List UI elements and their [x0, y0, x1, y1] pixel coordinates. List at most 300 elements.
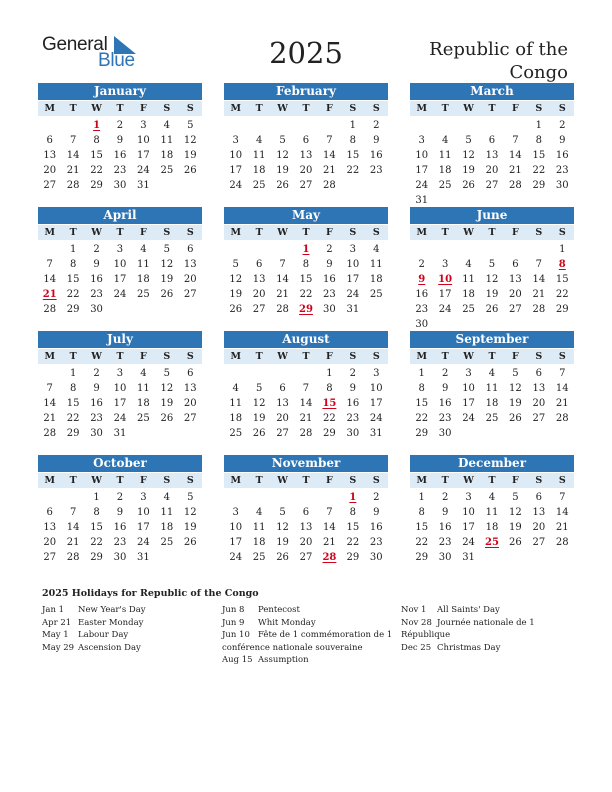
day-cell: 6 [535, 492, 543, 503]
day-cell: 5 [488, 259, 496, 270]
day-cell: 14 [66, 150, 80, 161]
day-cell: 19 [509, 398, 522, 409]
day-cell: 19 [509, 522, 522, 533]
weekday-label: M [230, 351, 241, 362]
weekday-header-row [410, 473, 574, 488]
month-april [38, 207, 202, 317]
weekday-label: F [512, 351, 519, 362]
day-cell: 13 [299, 522, 313, 533]
holiday-day-cell: 10 [438, 274, 453, 285]
weekday-label: T [255, 227, 263, 238]
day-cell: 28 [66, 180, 80, 191]
day-grid [224, 490, 388, 565]
day-cell: 28 [299, 428, 313, 439]
day-cell: 2 [373, 492, 380, 503]
empty-day-cell [294, 366, 317, 381]
day-cell: 12 [229, 274, 243, 285]
weekday-label: F [140, 351, 147, 362]
day-cell: 23 [113, 537, 127, 548]
day-cell: 13 [43, 522, 57, 533]
day-cell: 22 [66, 413, 80, 424]
day-cell: 9 [326, 259, 333, 270]
day-cell: 11 [252, 522, 266, 533]
day-cell: 23 [369, 165, 383, 176]
day-cell: 1 [535, 120, 543, 131]
empty-day-cell [224, 242, 247, 257]
day-grid [410, 490, 574, 565]
day-cell: 23 [323, 289, 336, 300]
day-cell: 12 [485, 274, 499, 285]
empty-day-cell [527, 242, 550, 257]
day-cell: 24 [113, 289, 127, 300]
day-cell: 10 [229, 150, 243, 161]
day-cell: 28 [509, 180, 522, 191]
day-cell: 17 [462, 522, 475, 533]
holiday-date: Jan 1 [42, 605, 65, 615]
month-title: November [224, 455, 388, 472]
day-cell: 3 [418, 135, 425, 146]
weekday-label: T [69, 227, 77, 238]
month-title: February [224, 83, 388, 100]
day-cell: 4 [488, 492, 496, 503]
day-cell: 1 [418, 368, 425, 379]
day-cell: 23 [113, 165, 127, 176]
weekday-label: W [91, 103, 102, 114]
empty-day-cell [224, 366, 247, 381]
day-cell: 26 [183, 165, 197, 176]
weekday-label: W [277, 227, 288, 238]
weekday-label: M [416, 351, 427, 362]
empty-day-cell [433, 118, 456, 133]
day-cell: 11 [485, 507, 499, 518]
day-cell: 13 [183, 383, 197, 394]
day-cell: 17 [369, 398, 383, 409]
day-grid [38, 490, 202, 565]
day-cell: 27 [532, 413, 546, 424]
weekday-label: F [326, 351, 333, 362]
day-cell: 22 [299, 289, 313, 300]
day-cell: 14 [555, 507, 569, 518]
day-cell: 3 [373, 368, 380, 379]
day-cell: 15 [415, 398, 429, 409]
day-cell: 31 [462, 552, 475, 563]
day-cell: 16 [346, 398, 360, 409]
weekday-label: S [372, 475, 380, 486]
empty-day-cell [38, 118, 61, 133]
day-cell: 22 [555, 289, 569, 300]
day-cell: 11 [485, 383, 499, 394]
weekday-label: T [441, 227, 449, 238]
day-cell: 29 [415, 428, 429, 439]
day-cell: 29 [66, 304, 80, 315]
day-cell: 3 [465, 492, 472, 503]
day-cell: 2 [116, 492, 124, 503]
day-cell: 12 [509, 507, 522, 518]
weekday-label: S [186, 103, 194, 114]
weekday-label: S [535, 475, 543, 486]
weekday-header-row [224, 225, 388, 240]
day-cell: 10 [229, 522, 243, 533]
day-cell: 31 [415, 195, 429, 206]
day-cell: 11 [229, 398, 243, 409]
day-cell: 31 [113, 428, 127, 439]
day-cell: 5 [465, 135, 472, 146]
day-cell: 27 [509, 304, 522, 315]
month-title: April [38, 207, 202, 224]
month-may [224, 207, 388, 317]
day-cell: 27 [299, 552, 313, 563]
day-cell: 9 [93, 383, 100, 394]
day-cell: 26 [462, 180, 475, 191]
day-cell: 29 [323, 428, 336, 439]
day-cell: 25 [462, 304, 475, 315]
day-cell: 16 [323, 274, 336, 285]
day-cell: 27 [43, 552, 57, 563]
day-grid [38, 366, 202, 441]
day-cell: 14 [299, 398, 313, 409]
day-cell: 11 [137, 383, 150, 394]
day-cell: 9 [116, 507, 124, 518]
day-cell: 19 [276, 537, 289, 548]
country-line-1: Republic of the [429, 39, 568, 60]
day-cell: 29 [555, 304, 569, 315]
day-cell: 15 [299, 274, 313, 285]
weekday-label: W [91, 351, 102, 362]
day-grid [410, 242, 574, 332]
weekday-label: T [69, 103, 77, 114]
day-cell: 9 [116, 135, 124, 146]
holiday-date: Nov 28 [401, 617, 432, 628]
day-cell: 24 [229, 552, 243, 563]
empty-day-cell [61, 490, 84, 505]
holiday-name: Journée nationale de 1 République [401, 617, 535, 640]
day-cell: 21 [555, 522, 569, 533]
day-cell: 27 [183, 289, 197, 300]
day-cell: 23 [415, 304, 429, 315]
empty-day-cell [271, 490, 294, 505]
day-cell: 11 [137, 259, 150, 270]
day-cell: 5 [163, 244, 171, 255]
day-cell: 17 [346, 274, 360, 285]
day-cell: 28 [43, 304, 57, 315]
day-cell: 12 [183, 135, 197, 146]
holiday-day-cell: 15 [322, 398, 337, 409]
day-cell: 7 [326, 507, 333, 518]
day-cell: 22 [415, 537, 429, 548]
day-cell: 21 [66, 537, 80, 548]
holiday-item [222, 654, 397, 667]
day-cell: 8 [535, 135, 543, 146]
weekday-header-row [38, 101, 202, 116]
day-cell: 29 [66, 428, 80, 439]
day-cell: 29 [415, 552, 429, 563]
weekday-label: W [277, 103, 288, 114]
day-cell: 6 [279, 383, 286, 394]
day-cell: 21 [555, 398, 569, 409]
day-cell: 5 [279, 507, 286, 518]
day-cell: 12 [462, 150, 475, 161]
logo-text-general: General [42, 34, 108, 55]
day-cell: 8 [349, 135, 357, 146]
day-cell: 21 [323, 537, 336, 548]
day-cell: 26 [509, 537, 522, 548]
holiday-item [401, 642, 576, 655]
day-cell: 20 [252, 289, 266, 300]
holiday-day-cell: 21 [42, 289, 57, 300]
day-cell: 18 [160, 522, 174, 533]
day-cell: 17 [113, 274, 127, 285]
weekday-label: T [255, 103, 263, 114]
day-cell: 3 [116, 368, 124, 379]
day-cell: 26 [229, 304, 243, 315]
weekday-label: S [349, 227, 357, 238]
weekday-label: S [163, 351, 171, 362]
day-cell: 25 [252, 180, 266, 191]
weekday-label: M [230, 103, 241, 114]
day-cell: 19 [183, 150, 197, 161]
weekday-label: T [488, 351, 496, 362]
month-title: June [410, 207, 574, 224]
day-cell: 17 [137, 150, 150, 161]
day-cell: 18 [462, 289, 475, 300]
day-cell: 30 [369, 552, 383, 563]
day-cell: 12 [509, 383, 522, 394]
day-grid [224, 242, 388, 317]
day-cell: 7 [46, 259, 53, 270]
day-cell: 28 [276, 304, 289, 315]
day-grid [224, 366, 388, 441]
day-cell: 3 [232, 507, 239, 518]
day-cell: 27 [485, 180, 499, 191]
empty-day-cell [38, 242, 61, 257]
holiday-item [42, 617, 217, 630]
day-cell: 17 [438, 289, 452, 300]
day-cell: 24 [438, 304, 452, 315]
weekday-label: T [69, 351, 77, 362]
day-cell: 5 [187, 120, 194, 131]
day-cell: 27 [532, 537, 546, 548]
day-cell: 22 [90, 537, 103, 548]
day-cell: 7 [46, 383, 53, 394]
day-cell: 18 [252, 165, 266, 176]
day-grid [224, 118, 388, 193]
weekday-label: T [116, 103, 124, 114]
day-cell: 8 [69, 259, 77, 270]
weekday-label: F [140, 103, 147, 114]
holiday-day-cell: 8 [558, 259, 566, 270]
day-cell: 3 [116, 244, 124, 255]
day-cell: 2 [93, 368, 100, 379]
day-cell: 17 [113, 398, 127, 409]
day-cell: 18 [137, 274, 150, 285]
weekday-label: M [230, 475, 241, 486]
day-cell: 4 [441, 135, 449, 146]
day-cell: 26 [276, 180, 289, 191]
weekday-label: W [463, 103, 474, 114]
empty-day-cell [224, 490, 247, 505]
weekday-label: F [326, 227, 333, 238]
weekday-header-row [410, 225, 574, 240]
empty-day-cell [457, 242, 480, 257]
day-cell: 11 [462, 274, 475, 285]
holiday-name: New Year's Day [78, 605, 146, 615]
day-cell: 28 [532, 304, 546, 315]
day-cell: 6 [535, 368, 543, 379]
holiday-item [42, 629, 217, 642]
country-line-2: Congo [509, 62, 568, 83]
day-cell: 30 [113, 552, 127, 563]
holiday-date: Jun 9 [222, 617, 245, 628]
holiday-date: May 1 [42, 630, 69, 640]
month-august [224, 331, 388, 441]
weekday-label: S [186, 227, 194, 238]
day-cell: 18 [252, 537, 266, 548]
holiday-item [42, 604, 217, 617]
day-cell: 14 [532, 274, 546, 285]
weekday-header-row [224, 349, 388, 364]
day-cell: 10 [113, 383, 127, 394]
day-cell: 22 [323, 413, 336, 424]
month-february [224, 83, 388, 193]
day-cell: 15 [346, 522, 360, 533]
day-cell: 26 [183, 537, 197, 548]
month-december [410, 455, 574, 565]
weekday-label: T [302, 351, 310, 362]
empty-day-cell [247, 490, 270, 505]
month-title: May [224, 207, 388, 224]
day-cell: 13 [299, 150, 313, 161]
day-cell: 25 [137, 289, 150, 300]
day-cell: 14 [43, 398, 57, 409]
holiday-column [401, 604, 576, 654]
day-cell: 7 [69, 507, 77, 518]
day-cell: 22 [415, 413, 429, 424]
day-cell: 3 [140, 492, 147, 503]
holiday-date: Nov 1 [401, 605, 427, 615]
day-cell: 6 [255, 259, 263, 270]
day-cell: 8 [418, 507, 425, 518]
day-cell: 10 [462, 507, 475, 518]
day-cell: 5 [255, 383, 263, 394]
day-cell: 5 [163, 368, 171, 379]
empty-day-cell [504, 242, 527, 257]
day-cell: 4 [255, 135, 263, 146]
weekday-label: S [535, 351, 543, 362]
weekday-label: F [326, 475, 333, 486]
day-cell: 25 [160, 165, 174, 176]
weekday-label: T [488, 103, 496, 114]
day-cell: 24 [113, 413, 127, 424]
day-cell: 25 [369, 289, 383, 300]
day-cell: 14 [276, 274, 289, 285]
day-cell: 5 [512, 492, 519, 503]
day-cell: 8 [93, 507, 100, 518]
day-cell: 9 [93, 259, 100, 270]
weekday-label: T [255, 475, 263, 486]
weekday-label: T [441, 351, 449, 362]
day-cell: 27 [276, 428, 289, 439]
day-cell: 17 [415, 165, 429, 176]
day-cell: 27 [252, 304, 266, 315]
day-cell: 13 [532, 383, 546, 394]
day-cell: 11 [160, 135, 174, 146]
day-cell: 22 [346, 165, 360, 176]
weekday-label: F [512, 227, 519, 238]
weekday-label: T [302, 227, 310, 238]
month-september [410, 331, 574, 441]
day-cell: 8 [326, 383, 333, 394]
day-cell: 13 [252, 274, 266, 285]
day-cell: 21 [532, 289, 546, 300]
day-cell: 19 [462, 165, 475, 176]
day-cell: 30 [90, 428, 103, 439]
day-cell: 5 [279, 135, 286, 146]
weekday-label: T [441, 475, 449, 486]
empty-day-cell [247, 118, 270, 133]
holiday-name: Pentecost [258, 605, 300, 615]
day-cell: 18 [160, 150, 174, 161]
day-cell: 19 [485, 289, 499, 300]
day-cell: 2 [326, 244, 333, 255]
weekday-label: T [116, 227, 124, 238]
calendar-year: 2025 [269, 36, 343, 70]
day-cell: 3 [140, 120, 147, 131]
day-cell: 29 [90, 552, 103, 563]
day-cell: 6 [187, 368, 194, 379]
day-cell: 9 [441, 383, 449, 394]
holiday-day-cell: 1 [349, 492, 357, 503]
weekday-label: S [372, 227, 380, 238]
day-cell: 20 [183, 398, 197, 409]
day-cell: 16 [438, 522, 452, 533]
day-cell: 10 [346, 259, 360, 270]
day-cell: 29 [532, 180, 546, 191]
month-june [410, 207, 574, 332]
day-cell: 28 [66, 552, 80, 563]
weekday-header-row [410, 101, 574, 116]
day-cell: 24 [415, 180, 429, 191]
day-cell: 9 [373, 135, 380, 146]
holiday-date: May 29 [42, 642, 75, 653]
day-cell: 16 [438, 398, 452, 409]
month-title: July [38, 331, 202, 348]
day-cell: 30 [346, 428, 360, 439]
day-grid [38, 242, 202, 317]
day-cell: 9 [373, 507, 380, 518]
day-cell: 30 [323, 304, 336, 315]
weekday-label: S [558, 351, 566, 362]
day-cell: 3 [465, 368, 472, 379]
day-cell: 23 [90, 413, 103, 424]
day-cell: 5 [232, 259, 239, 270]
day-cell: 10 [137, 135, 150, 146]
day-cell: 25 [229, 428, 243, 439]
day-cell: 26 [160, 413, 174, 424]
holiday-date: Dec 25 [401, 642, 432, 653]
day-cell: 20 [183, 274, 197, 285]
holiday-day-cell: 25 [485, 537, 499, 548]
day-cell: 13 [485, 150, 499, 161]
day-cell: 10 [137, 507, 150, 518]
day-cell: 2 [93, 244, 100, 255]
empty-day-cell [457, 118, 480, 133]
day-cell: 17 [229, 537, 243, 548]
day-cell: 23 [555, 165, 569, 176]
day-cell: 4 [373, 244, 380, 255]
day-cell: 26 [485, 304, 499, 315]
day-cell: 23 [346, 413, 360, 424]
day-cell: 19 [160, 398, 174, 409]
